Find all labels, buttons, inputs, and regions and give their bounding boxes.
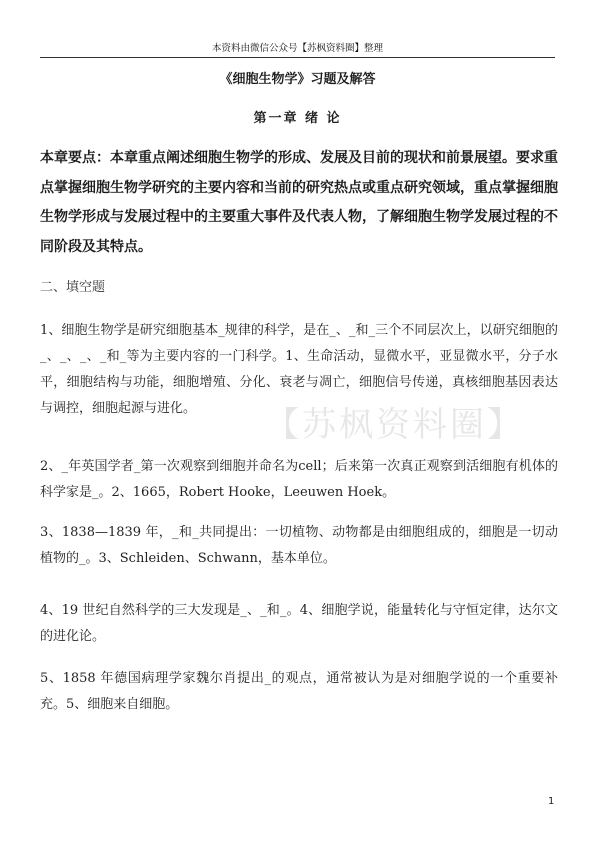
- question-item: 5、1858 年德国病理学家魏尔肖提出_的观点，通常被认为是对细胞学说的一个重要补充。5、细胞来自细胞。: [40, 671, 558, 712]
- question-item: 1、细胞生物学是研究细胞基本_规律的科学，是在_、_和_三个不同层次上，以研究细胞的_、_、_、_和_等为主要内容的一门科学。1、生命活动，显微水平，亚显微水平，分子水平，细胞结构与功能，细胞增殖、分化、衰老与凋亡，细胞信号传递，真核细胞基因表达与调控，细胞起源与进化。: [40, 323, 558, 416]
- question-item: 2、_年英国学者_第一次观察到细胞并命名为cell；后来第一次真正观察到活细胞有机体的科学家是_。2、1665，Robert Hooke，Leeuwen Hoek。: [40, 459, 558, 500]
- question-item: 4、19 世纪自然科学的三大发现是_、_和_。4、细胞学说，能量转化与守恒定律，达尔文的进化论。: [40, 603, 558, 644]
- document-title: 《细胞生物学》习题及解答: [219, 72, 376, 87]
- chapter-title: 第一章 绪 论: [253, 111, 342, 126]
- page-number: 1: [548, 796, 555, 807]
- page-header: 本资料由微信公众号【苏枫资料圈】整理: [211, 43, 383, 54]
- section-heading: 二、填空题: [40, 280, 106, 295]
- question-item: 3、1838—1839 年，_和_共同提出：一切植物、动物都是由细胞组成的，细胞是一切动植物的_。3、Schleiden、Schwann，基本单位。: [40, 525, 558, 566]
- header-divider: [40, 57, 555, 58]
- watermark: 【苏枫资料圈】: [265, 405, 524, 445]
- chapter-key-points: 本章要点：本章重点阐述细胞生物学的形成、发展及目前的现状和前景展望。要求重点掌握细胞生物学研究的主要内容和当前的研究热点或重点研究领域，重点掌握细胞生物学形成与发展过程中的主要重大事件及代表人物，了解细胞生物学发展过程的不同阶段及其特点。: [40, 150, 558, 255]
